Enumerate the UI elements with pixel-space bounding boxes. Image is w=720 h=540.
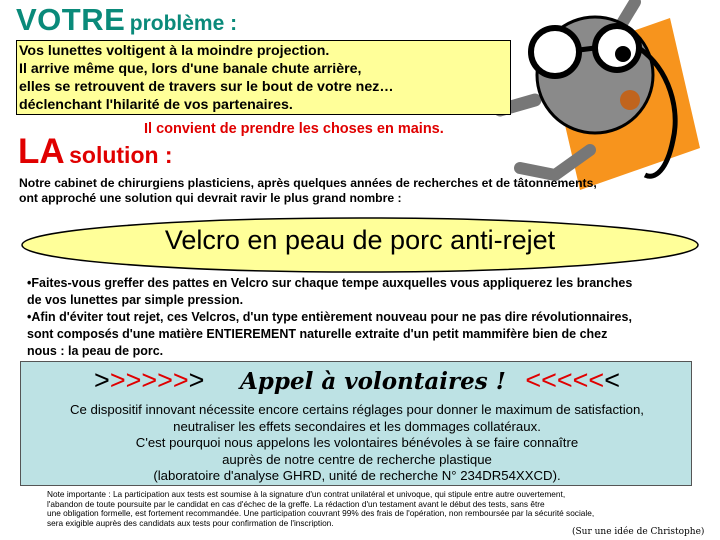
problem-line: déclenchant l'hilarité de vos partenaires.: [19, 97, 293, 113]
heading-probleme: problème :: [129, 12, 238, 35]
bullet-line: nous : la peau de porc.: [27, 344, 164, 358]
problem-heading: [16, 2, 237, 38]
glasses-left-lens-icon: [531, 28, 579, 76]
bullet-list: [27, 275, 632, 360]
appel-box: [20, 361, 692, 486]
mascot-illustration: [495, 0, 720, 200]
appel-title: [21, 365, 693, 396]
heading-la: LA: [18, 132, 65, 171]
bullet-line: •Faites-vous greffer des pattes en Velcro sur chaque tempe auxquelles vous appliquerez les branches: [27, 276, 633, 290]
credit-text: (Sur une idée de Christophe): [572, 527, 705, 537]
appel-line: (laboratoire d'analyse GHRD, unité de recherche N° 234DR54XXCD).: [153, 468, 561, 483]
pupil-icon: [615, 46, 631, 62]
problem-box: [16, 40, 511, 115]
glasses-bridge-shape: [579, 48, 595, 50]
appel-line: auprès de notre centre de recherche plastique: [222, 451, 492, 467]
solution-line: ont approché une solution qui devrait ravir le plus grand nombre :: [19, 191, 402, 205]
solution-heading: [18, 132, 173, 172]
arrows-left-black-2: >: [188, 365, 205, 395]
heading-votre: VOTRE: [16, 2, 126, 37]
note-line: l'abandon de toute poursuite par le candidat en cas d'échec de la greffe. La rédaction d'un testament avant le début des tests, sans être: [47, 498, 545, 509]
arrows-left-red: >>>>>: [109, 365, 189, 395]
important-note: [47, 490, 687, 528]
glasses-right-lens-icon: [595, 26, 639, 70]
product-name: Velcro en peau de porc anti-rejet: [164, 225, 556, 255]
appel-line: C'est pourquoi nous appelons les volontaires bénévoles à se faire connaître: [135, 435, 579, 450]
appel-line: Ce dispositif innovant nécessite encore certains réglages pour donner le maximum de satisfaction,: [70, 402, 644, 417]
solution-line: Notre cabinet de chirurgiens plasticiens, après quelques années de recherches et de tâtonnements,: [19, 176, 597, 190]
problem-line: Il arrive même que, lors d'une banale chute arrière,: [19, 61, 362, 77]
note-line: Note importante : La participation aux tests est soumise à la signature d'un contrat unilatéral et univoque, qui stipule entre autre ouvertement,: [47, 489, 566, 499]
solution-paragraph: [19, 176, 597, 206]
note-line: sera exigible auprès des candidats aux tests pour confirmation de l'inscription.: [47, 517, 334, 528]
convient-text: Il convient de prendre les choses en mains.: [144, 121, 444, 137]
bullet-line: sont composés d'une matière ENTIEREMENT naturelle extraite d'un petit mammifère bien de chez: [27, 327, 608, 341]
heading-solution: solution :: [69, 142, 173, 168]
appel-body: [21, 402, 693, 485]
appel-line: neutraliser les effets secondaires et les dommages collatéraux.: [173, 418, 541, 434]
problem-line: elles se retrouvent de travers sur le bout de votre nez…: [19, 79, 394, 95]
bullet-line: •Afin d'éviter tout rejet, ces Velcros, d'un type entièrement nouveau pour ne pas dire révolutionnaires,: [27, 310, 632, 324]
arrows-right-red: <<<<<: [525, 365, 605, 395]
note-line: une obligation formelle, est fortement recommandée. Une participation couvrant 99% des frais de l'opération, non remboursée par la sécurité sociale,: [47, 508, 595, 519]
arrows-left-black: >: [94, 365, 110, 395]
appel-label: Appel à volontaires !: [239, 368, 506, 395]
arrows-right-black: <: [604, 365, 620, 395]
problem-line: Vos lunettes voltigent à la moindre projection.: [19, 43, 330, 59]
nose-shape: [620, 90, 640, 110]
bullet-line: de vos lunettes par simple pression.: [27, 293, 244, 307]
